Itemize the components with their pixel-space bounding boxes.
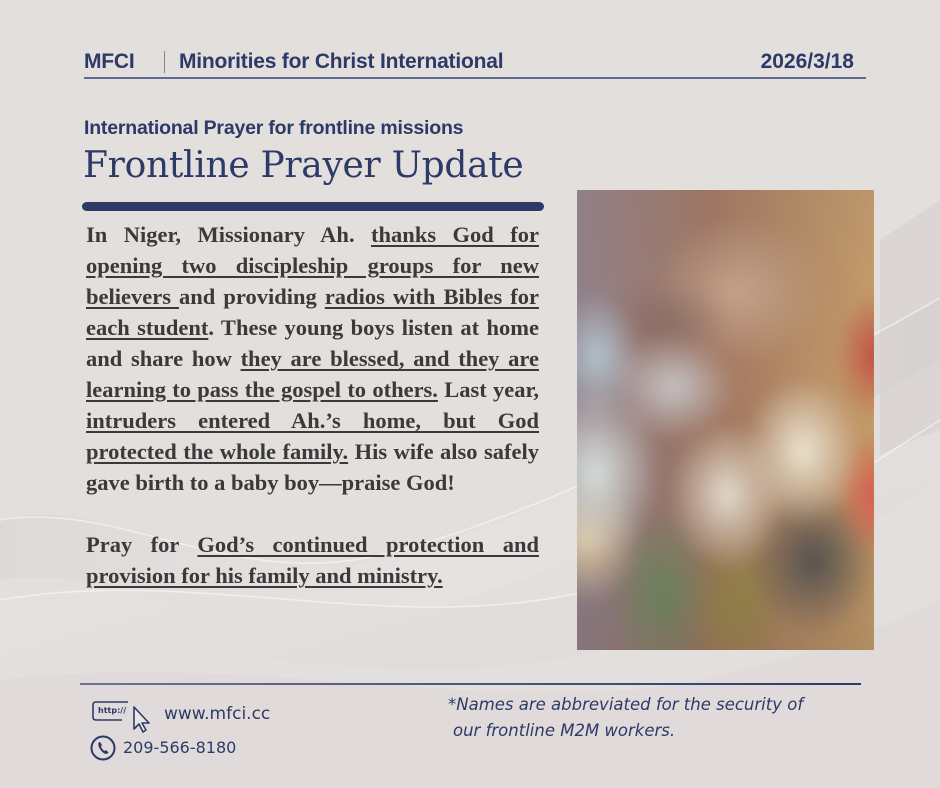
website-link[interactable] <box>92 699 312 735</box>
security-note-line2: our frontline M2M workers. <box>453 721 676 740</box>
highlighted-phrase: thanks God for opening two discipleship groups for new believers <box>86 222 539 309</box>
missionary-photo <box>577 190 874 650</box>
http-label: http:// <box>98 706 127 715</box>
subtitle: International Prayer for frontline missions <box>84 117 464 139</box>
security-note <box>448 692 868 744</box>
text-segment: . These young boys listen at home and share how <box>86 315 539 371</box>
text-segment: In Niger, Missionary Ah. <box>86 222 372 247</box>
text-segment: Last year, <box>437 377 539 402</box>
title-underline-bar <box>82 202 544 211</box>
organization-name: Minorities for Christ International <box>179 50 504 73</box>
phone-icon <box>90 734 118 762</box>
brand-acronym: MFCI <box>84 50 135 73</box>
paragraph-praise <box>86 219 539 498</box>
page-title: Frontline Prayer Update <box>83 145 524 186</box>
header-rule <box>84 77 866 79</box>
highlighted-phrase: they are blessed, and they are learning to pass the gospel to others. <box>86 346 539 402</box>
highlighted-phrase: intruders entered Ah.’s home, but God protected the whole family. <box>86 408 539 464</box>
phone-contact[interactable] <box>90 734 310 764</box>
paragraph-prayer-request <box>86 529 539 591</box>
text-segment: Pray for <box>86 532 198 557</box>
footer-rule <box>80 683 861 685</box>
publish-date: 2026/3/18 <box>760 50 854 73</box>
header-separator <box>164 51 165 73</box>
header <box>84 48 866 78</box>
text-segment: and providing <box>179 284 325 309</box>
security-note-line1: *Names are abbreviated for the security of <box>448 695 804 714</box>
highlighted-phrase: God’s continued protection and provision for his family and ministry. <box>86 532 539 588</box>
text-segment: His wife also safely gave birth to a baby boy—praise God! <box>86 439 540 495</box>
website-url[interactable]: www.mfci.cc <box>164 704 271 724</box>
highlighted-phrase: radios with Bibles for each student <box>86 284 540 340</box>
photo-shade <box>577 190 874 650</box>
prayer-update-body <box>86 219 539 591</box>
web-cursor-icon <box>92 699 152 735</box>
phone-number[interactable]: 209-566-8180 <box>123 738 237 757</box>
